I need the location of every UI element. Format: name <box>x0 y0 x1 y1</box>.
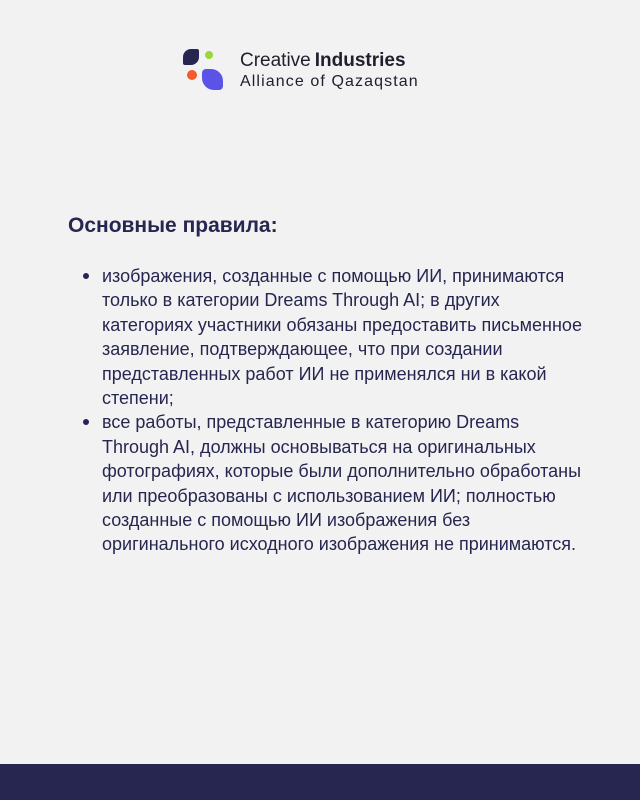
brand-text <box>240 51 419 90</box>
rule-text: все работы, представленные в категорию Dreams Through AI, должны основываться на оригинальных фотографиях, которые были дополнительно обработаны или преобразованы с использованием ИИ; полностью созданные с помощью ИИ изображения без оригинального исходного изображения не принимаются. <box>102 412 582 555</box>
brand-logo-mark-icon <box>183 49 225 91</box>
brand-name-part1: Creative <box>240 49 311 71</box>
rule-item <box>82 410 582 556</box>
brand-subtitle: Alliance of Qazaqstan <box>240 72 419 90</box>
brand-logo <box>183 49 419 91</box>
logo-dark-shape <box>183 49 199 65</box>
logo-purple-shape <box>202 69 223 90</box>
brand-name <box>240 51 419 70</box>
footer-bar <box>0 764 640 800</box>
brand-name-part2: Industries <box>314 49 406 71</box>
bullet-icon <box>83 419 89 425</box>
logo-green-dot <box>205 51 213 59</box>
rules-heading: Основные правила: <box>68 214 278 237</box>
rule-item <box>82 264 582 410</box>
rule-text: изображения, созданные с помощью ИИ, принимаются только в категории Dreams Through AI; в других категориях участники обязаны предоставить письменное заявление, подтверждающее, что при создании представленных работ ИИ не применялся ни в какой степени; <box>102 266 582 409</box>
bullet-icon <box>83 273 89 279</box>
rules-list <box>82 264 582 557</box>
logo-orange-dot <box>187 70 197 80</box>
